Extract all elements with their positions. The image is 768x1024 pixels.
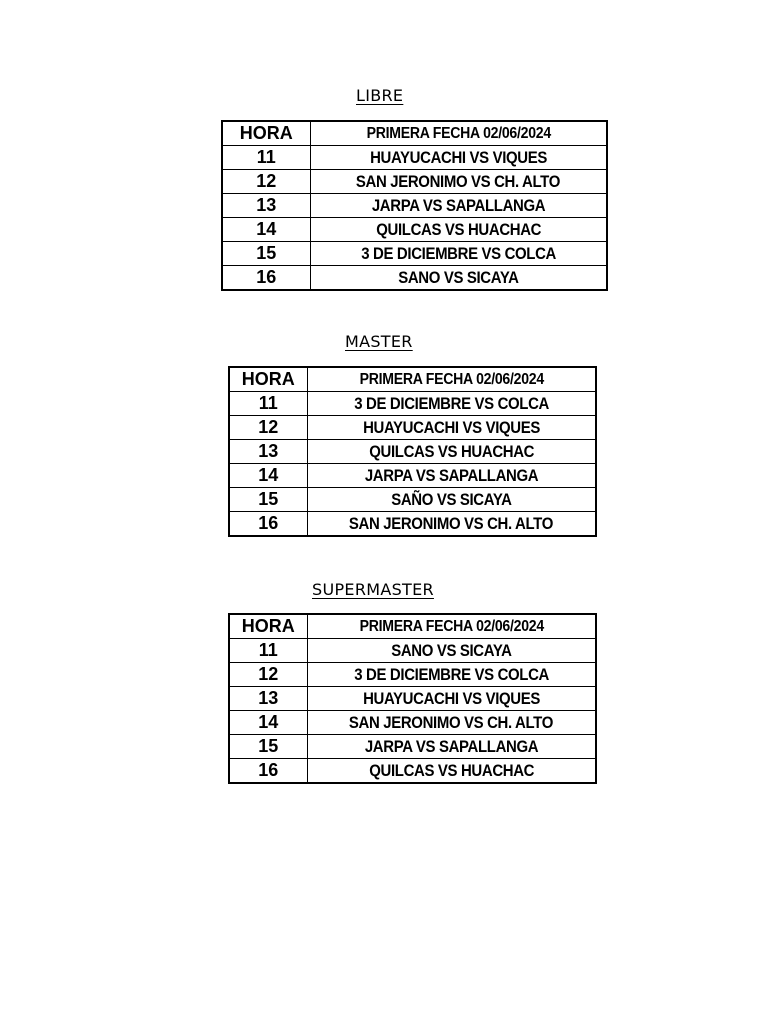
table-row [229,735,596,759]
match-cell [310,194,607,218]
table-header-row [222,121,607,146]
table-row [222,266,607,291]
match-cell [307,440,596,464]
match-cell [310,242,607,266]
table-row [229,464,596,488]
match-text: HUAYUCACHI VS VIQUES [362,688,540,708]
match-text: QUILCAS VS HUACHAC [368,760,534,780]
section-title: MASTER [345,332,413,351]
table-row [229,711,596,735]
table-row [222,194,607,218]
hora-cell: 12 [229,663,307,687]
hora-cell: 14 [222,218,310,242]
match-text: JARPA VS SAPALLANGA [364,736,538,756]
table-row [229,488,596,512]
table-row [222,218,607,242]
table-row [229,440,596,464]
match-cell [310,218,607,242]
table-row [229,392,596,416]
table-row [229,639,596,663]
table-row [229,512,596,537]
hora-cell: 15 [222,242,310,266]
match-text: SAÑO VS SICAYA [391,489,512,509]
hora-cell: 16 [229,759,307,784]
table-row [222,146,607,170]
match-cell [307,687,596,711]
table-header-row [229,367,596,392]
match-text: SAN JERONIMO VS CH. ALTO [356,171,561,191]
hora-header: HORA [229,614,307,639]
hora-cell: 15 [229,735,307,759]
hora-cell: 14 [229,711,307,735]
hora-cell: 16 [222,266,310,291]
match-cell [307,735,596,759]
match-text: 3 DE DICIEMBRE VS COLCA [353,393,549,413]
match-text: HUAYUCACHI VS VIQUES [369,147,547,167]
hora-cell: 11 [222,146,310,170]
match-cell [307,464,596,488]
match-cell [310,146,607,170]
table-row [229,687,596,711]
hora-cell: 12 [222,170,310,194]
match-text: SAN JERONIMO VS CH. ALTO [349,712,554,732]
match-cell [307,711,596,735]
match-text: QUILCAS VS HUACHAC [368,441,534,461]
match-text: JARPA VS SAPALLANGA [364,465,538,485]
hora-cell: 11 [229,639,307,663]
fecha-header [307,614,596,639]
table-header-row [229,614,596,639]
schedule-table [228,366,597,537]
table-row [222,170,607,194]
section-title: LIBRE [356,86,404,105]
table-row [229,416,596,440]
hora-cell: 14 [229,464,307,488]
hora-cell: 15 [229,488,307,512]
match-cell [307,663,596,687]
match-text: 3 DE DICIEMBRE VS COLCA [360,243,556,263]
match-text: SAN JERONIMO VS CH. ALTO [349,513,554,533]
match-cell [307,759,596,784]
hora-cell: 12 [229,416,307,440]
hora-cell: 13 [229,440,307,464]
fecha-header [307,367,596,392]
match-cell [307,488,596,512]
table-row [222,242,607,266]
section-title: SUPERMASTER [312,580,434,599]
match-cell [310,170,607,194]
match-text: QUILCAS VS HUACHAC [375,219,541,239]
schedule-table [221,120,608,291]
match-text: SANO VS SICAYA [391,640,512,660]
match-cell [307,416,596,440]
hora-cell: 13 [222,194,310,218]
fecha-header-text: PRIMERA FECHA 02/06/2024 [359,617,544,635]
table-row [229,663,596,687]
match-cell [307,392,596,416]
hora-cell: 16 [229,512,307,537]
table-row [229,759,596,784]
match-text: JARPA VS SAPALLANGA [371,195,545,215]
hora-header: HORA [229,367,307,392]
fecha-header [310,121,607,146]
match-cell [307,639,596,663]
hora-cell: 13 [229,687,307,711]
match-cell [307,512,596,537]
schedule-table [228,613,597,784]
fecha-header-text: PRIMERA FECHA 02/06/2024 [359,370,544,388]
match-cell [310,266,607,291]
fecha-header-text: PRIMERA FECHA 02/06/2024 [366,124,551,142]
hora-header: HORA [222,121,310,146]
hora-cell: 11 [229,392,307,416]
match-text: HUAYUCACHI VS VIQUES [362,417,540,437]
match-text: 3 DE DICIEMBRE VS COLCA [353,664,549,684]
match-text: SANO VS SICAYA [398,267,519,287]
